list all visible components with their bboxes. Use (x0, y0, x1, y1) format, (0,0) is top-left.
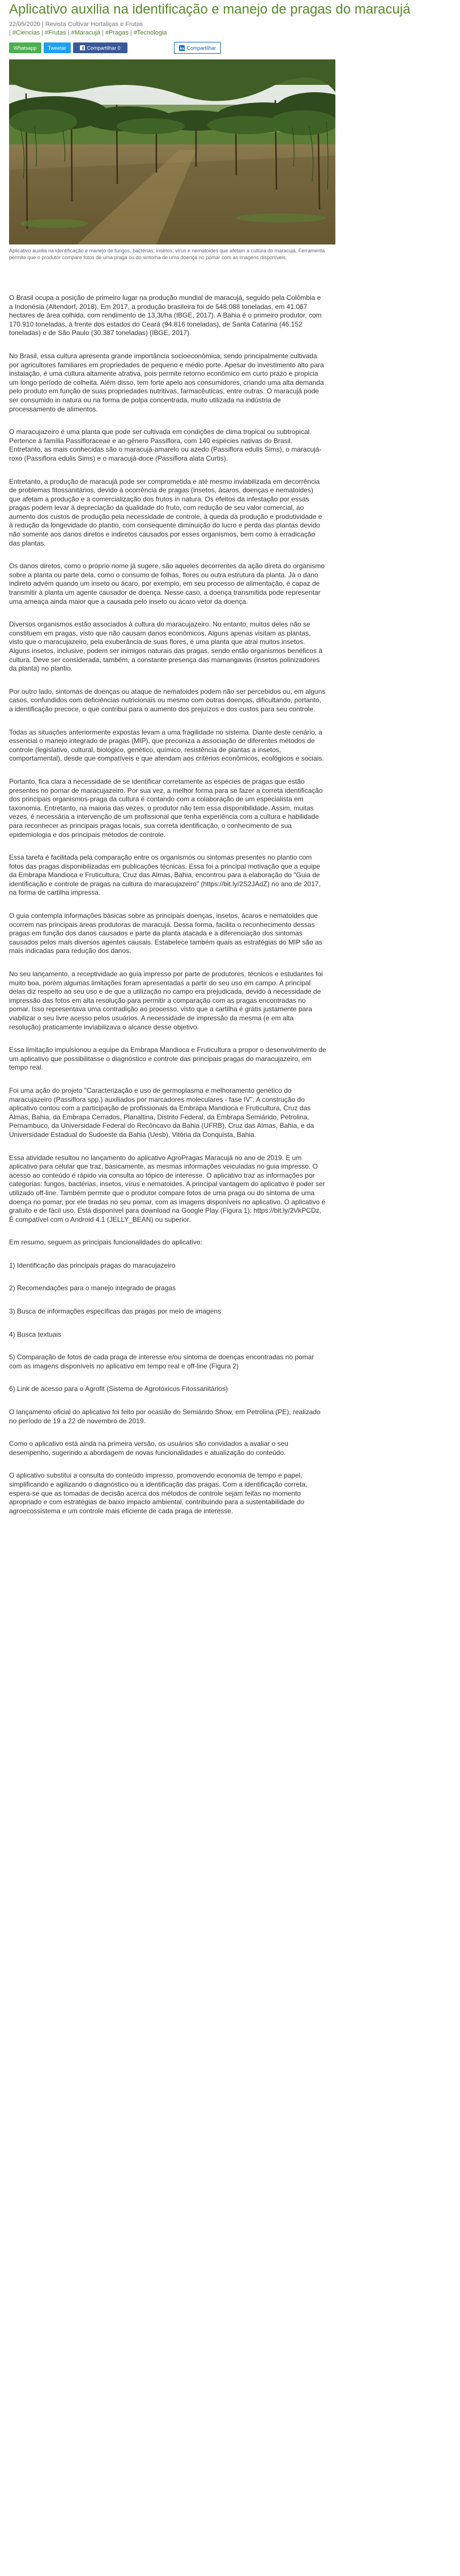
article-source[interactable]: Revista Cultivar Hortaliças e Frutas (45, 21, 143, 28)
article-paragraph: Por outro lado, sintomas de doenças ou ataque de nematoides podem não ser percebidos ou, em alguns casos, confundidos com deficiências nutricionais ou mesmo com outras doenças, dificultando, portanto, a identificação precoce, o que contribui para o aumento dos prejuízos e dos custos para seu controle. (9, 687, 326, 713)
article-paragraph: O maracujazeiro é uma planta que pode ser cultivada em condições de clima tropical ou subtropical. Pertence à família Passifloraceae e ao gênero Passiflora, com 140 espécies nativas do Brasil. Entretanto, as mais conhecidas são o maracujá-amarelo ou azedo (Passiflora edulis Sims), o maracujá-roxo (Passiflora edulis Sims) e o maracujá-doce (Passiflora alata Curtis). (9, 428, 322, 462)
feature-list-item: 2) Recomendações para o manejo integrado de pragas (9, 1284, 176, 1293)
tag-link[interactable]: #Tecnologia (133, 29, 167, 36)
facebook-share-button[interactable] (73, 42, 127, 53)
linkedin-icon (179, 45, 185, 51)
feature-list-item: 3) Busca de informações específicas das pragas por meio de imagens (9, 1307, 222, 1316)
share-bar (9, 42, 451, 54)
tag-link[interactable]: #Pragas (105, 29, 129, 36)
tag-list: | #Ciencias | #Frutas | #Maracujá | #Pragas | #Tecnologia (9, 29, 167, 36)
article-paragraph: O Brasil ocupa a posição de primeiro lugar na produção mundial de maracujá, seguido pela Colômbia e a Indonésia (Altendorf, 2018). Em 2017, a produção brasileira foi de 548.088 toneladas, em 41.067 hectares de área colhida, com rendimento de 13,3t/ha (IBGE, 2017). A Bahia é o primeiro produtor, com 170.910 toneladas, à frente dos estados do Ceará (94.816 toneladas), de Santa Catarina (46.152 toneladas) e de São Paulo (30.387 toneladas) (IBGE, 2017). (9, 294, 322, 337)
feature-list-item: 5) Comparação de fotos de cada praga de interesse e/ou sintoma de doenças encontradas no pomar com as imagens disponíveis no aplicativo em tempo real e off-line (Figura 2) (9, 1353, 314, 1370)
article-paragraph: O guia contempla informações básicas sobre as principais doenças, insetos, ácaros e nematoides que ocorrem nas principais áreas produtoras de maracujá. Dessa forma, facilita o reconhecimento dessas pragas em função dos danos causados e parte da planta atacada e a diferenciação dos sintomas causados pelos mais diversos agentes causais. Estabelece também quais as estratégias do MIP são as mais indicadas para redução dos danos. (9, 912, 322, 955)
article-paragraph: No Brasil, essa cultura apresenta grande importância socioeconômica, sendo principalmente cultivada por agricultores familiares em propriedades de pequeno e médio porte. Apesar do investimento alto para instalação, é uma cultura altamente atrativa, pois permite retorno econômico em curto prazo e propicia um longo período de colheita. Além disso, tem forte apelo aos consumidores, criando uma alta demanda pelo produto em função de suas propriedades nutritivas, farmacêuticas, entre outras. O maracujá pode ser consumido in natura ou na forma de polpa concentrada, muito utilizada na indústria de processamento de alimentos. (9, 351, 324, 413)
tag-link[interactable]: #Frutas (45, 29, 66, 36)
article-paragraph: Foi uma ação do projeto "Caracterização e uso de germoplasma e melhoramento genético do maracujazeiro (Passiflora spp.) auxiliados por marcadores moleculares - fase IV". A construção do aplicativo contou com a participação de profissionais da Embrapa Mandioca e Fruticultura, Cruz das Almas, Bahia, da Embrapa Cerrados, Planaltina, Distrito Federal, da Embrapa Semiárido, Petrolina, Pernambuco, da Universidade Federal do Recôncavo da Bahia (UFRB), Cruz das Almas, Bahia, e da Universidade Estadual do Sudoeste da Bahia (Uesb), Vitória da Conquista, Bahia. (9, 1086, 314, 1139)
article-paragraph: O aplicativo substitui a consulta do conteúdo impresso, promovendo economia de tempo e papel, simplificando e agilizando o diagnóstico ou a identificação das pragas. Com a identificação correta, espera-se que as tomadas de decisão acerca dos métodos de controle sejam feitas no momento apropriado e com estratégias de baixo impacto ambiental, contribuindo para a sustentabilidade do agroecossistema e um controle mais eficiente de cada praga de interesse. (9, 1471, 308, 1515)
article-paragraph: Em resumo, seguem as principais funcionalidades do aplicativo: (9, 1238, 202, 1247)
tag-link[interactable]: #Maracujá (71, 29, 100, 36)
tag-link[interactable]: #Ciencias (12, 29, 40, 36)
facebook-label: Compartilhar 0 (87, 45, 121, 51)
twitter-label: Tweetar (48, 45, 66, 51)
feature-list-item: 6) Link de acesso para o Agrofit (Sistema de Agrotóxicos Fitossanitários) (9, 1385, 228, 1393)
figure-caption: Aplicativo auxilia na identificação e manejo de fungos, bactérias, insetos, vírus e nematoides que afetam a cultura do maracujá. Ferramenta permite que o produtor compare fotos de uma praga ou do sintoma de uma doença no pomar com as imagens disponíveis. (9, 248, 325, 260)
article-meta: 22/05/2020 | Revista Cultivar Hortaliças e Frutas (9, 21, 143, 28)
article-date: 22/05/2020 (9, 21, 41, 28)
article-body (9, 294, 451, 1515)
linkedin-label: Compartilhar (186, 45, 216, 51)
article-paragraph: No seu lançamento, a receptividade ao guia impresso por parte de produtores, técnicos e estudantes foi muito boa, porém algumas limitações foram apresentadas a partir do seu uso em campo. A principal delas diz respeito ao seu uso e de que a utilização no campo era prejudicada, devido à necessidade de impressão das fotos em alta resolução para permitir a comparação com as pragas encontradas no pomar. Isso representava uma contradição ao processo, visto que a cartilha é grátis justamente para viabilizar o seu livre acesso pelos usuários. A necessidade de impressão da mesma (e em alta resolução) praticamente inviabilizava o alcance desse objetivo. (9, 970, 323, 1031)
article-paragraph: Essa tarefa é facilitada pela comparação entre os organismos ou sintomas presentes no plantio com fotos das pragas disponibilizadas em publicações técnicas. Essa foi a principal motivação que a equipe da Embrapa Mandioca e Fruticultura, Cruz das Almas, Bahia, encontrou para a elaboração do "Guia de identificação e controle de pragas na cultura do maracujazeiro" (https://bit.ly/2S2JAdZ) no ano de 2017, na forma de cartilha impressa. (9, 853, 321, 897)
article-paragraph: Como o aplicativo está ainda na primeira versão, os usuários são convidados a avaliar o seu desempenho, sugerindo a abordagem de novas funcionalidades e atualização do conteúdo. (9, 1440, 288, 1457)
article-paragraph: Entretanto, a produção de maracujá pode ser comprometida e até mesmo inviabilizada em decorrência de problemas fitossanitários, devido à ocorrência de pragas (insetos, ácaros, doenças e nematoides) que afetam a produção e a comercialização dos frutos in natura. Os efeitos da infestação por essas pragas podem levar à depreciação da qualidade do fruto, com redução de seu valor comercial, ao aumento dos custos de produção pela necessidade de controle, à queda da produção e produtividade e à redução da longevidade do plantio, com consequente diminuição do lucro e perda das plantas devido não somente aos danos diretos e indiretos causados por esses organismos, bem como à erradicação das plantas. (9, 477, 322, 547)
article (0, 1, 460, 1515)
article-paragraph: Todas as situações anteriormente expostas levam a uma fragilidade no sistema. Diante deste cenário, a essencial o manejo integrado de pragas (MIP), que preconiza a associação de diferentes métodos de controle (legislativo, cultural, biológico, genético, químico, resistência de plantas a insetos, comportamental), desde que compatíveis e que atendam aos critérios econômicos, ecológicos e sociais. (9, 728, 324, 763)
article-paragraph: Portanto, fica clara a necessidade de se identificar corretamente as espécies de pragas que estão presentes no pomar de maracujazeiro. Por sua vez, a melhor forma para se fazer a correta identificação dos principais organismos-praga da cultura é contando com a colaboração de um especialista em taxonomia. Entretanto, na maioria das vezes, o produtor não tem essa disponibilidade. Assim, muitas vezes, é necessária a intervenção de um profissional que tenha experiência com a cultura e habilidade para reconhecer as principais pragas locais, sua correta identificação, o conhecimento de sua epidemiologia e dos principais métodos de controle. (9, 777, 323, 839)
article-paragraph: O lançamento oficial do aplicativo foi feito por ocasião do Semiárido Show, em Petrolina (PE), realizado no período de 19 a 22 de novembro de 2019. (9, 1408, 321, 1425)
twitter-share-button[interactable] (44, 42, 71, 53)
feature-list-item: 4) Busca textuais (9, 1330, 62, 1338)
feature-list-item: 1) Identificação das principais pragas do maracujazeiro (9, 1261, 176, 1269)
facebook-icon (80, 45, 85, 50)
article-paragraph: Essa atividade resultou no lançamento do aplicativo AgroPragas Maracujá no ano de 2019. E um aplicativo para celular que traz, basicamente, as mesmas informações veiculadas no guia impresso. O acesso ao conteúdo é rápido via consulta ao tópico de interesse. O aplicativo traz as informações por categorias: fungos, bactérias, insetos, vírus e nematoides. A principal vantagem do aplicativo é poder ser utilizado off-line. Também permite que o produtor compare fotos de uma praga ou do sintoma de uma doença no pomar, por ele tiradas no seu pomar, com as imagens disponíveis no aplicativo. O aplicativo é gratuito e de fácil uso. Está disponível para download na Google Play (Figura 1): https://bit.ly/2VkPCDz, É compatível com o Android 4.1 (JELLY_BEAN) ou superior. (9, 1153, 326, 1223)
whatsapp-share-button[interactable] (9, 42, 41, 53)
article-paragraph: Essa limitação impulsionou a equipe da Embrapa Mandioca e Fruticultura a propor o desenvolvimento de um aplicativo que possibilitasse o diagnóstico e controle das principais pragas do maracujazeiro, em tempo real. (9, 1046, 326, 1072)
whatsapp-label: Whatsapp (14, 45, 37, 51)
passion-fruit-orchard-photo (9, 59, 335, 244)
article-title: Aplicativo auxilia na identificação e manejo de pragas do maracujá (9, 2, 411, 17)
article-paragraph: Diversos organismos estão associados à cultura do maracujazeiro. No entanto, muitos deles não se constituem em pragas, visto que não causam danos econômicos. Alguns apenas visitam as plantas, visto que o maracujazeiro, pela exuberância de suas flores, é uma planta que atrai muitos insetos. Alguns insetos, inclusive, podem ser inimigos naturais das pragas, sendo então organismos benéficos à cultura. Deve ser considerada, também, a constante presença das mamangavas (insetos polinizadores da planta) no plantio. (9, 620, 322, 673)
linkedin-share-button[interactable] (174, 42, 222, 54)
article-paragraph: Os danos diretos, como o próprio nome já sugere, são aqueles decorrentes da ação direta do organismo sobre a planta ou parte dela, como o consumo de folhas, flores ou outra estrutura da planta. Já o dano indireto advém quando um inseto ou ácaro, por exemplo, em seu processo de alimentação, é capaz de transmitir à planta um agente causador de doença. Nesse caso, a doença transmitida pode representar uma ameaça ainda maior que a causada pelo inseto ou ácaro vetor da doença. (9, 562, 325, 606)
article-figure (9, 59, 335, 261)
